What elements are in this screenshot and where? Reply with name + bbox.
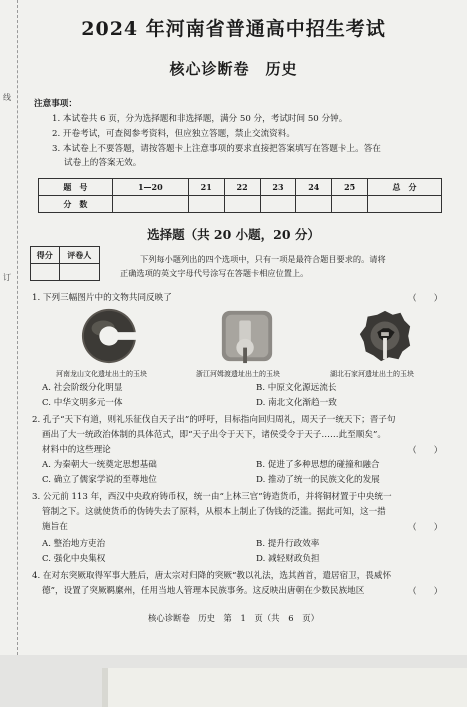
score-header-cell: 22 [224, 179, 260, 196]
notice-item: 1. 本试卷共 6 页，分为选择题和非选择题，满分 50 分，考试时间 50 分钟。 [52, 114, 348, 124]
notice-item: 试卷上的答案无效。 [64, 158, 142, 168]
score-header-cell: 25 [332, 179, 368, 196]
score-row-label: 分 数 [39, 196, 113, 213]
section-instructions: 下列每小题列出的四个选项中，只有一项是最符合题目要求的。请将 [140, 254, 386, 264]
score-header-cell: 23 [260, 179, 296, 196]
score-header-cell: 题 号 [39, 179, 113, 196]
score-cell [296, 196, 332, 213]
score-header-cell: 21 [188, 179, 224, 196]
option: B. 提升行政效率 [256, 539, 320, 549]
question-stem: 1. 下列三幅图片中的文物共同反映了 [32, 293, 172, 303]
answer-parenthesis: （ ） [408, 294, 443, 304]
score-table [38, 178, 442, 213]
score-header-cell: 24 [296, 179, 332, 196]
score-cell [368, 196, 442, 213]
exam-subtitle: 核心诊断卷 历史 [169, 60, 298, 78]
exam-title: 2024 年河南省普通高中招生考试 [81, 18, 386, 40]
question-stem: 德”，设置了突厥羁縻州，任用当地人管理本民族事务。这反映出唐朝在少数民族地区 [42, 586, 365, 596]
question-stem: 画出了大一统政治体制的具体范式，即“天子出令于天下，诸侯受令于天子……此至顺矣”。 [42, 430, 386, 440]
score-header-cell: 总 分 [368, 179, 442, 196]
option: D. 推动了统一的民族文化的发展 [256, 475, 380, 485]
binding-margin-line [17, 0, 18, 655]
notice-heading: 注意事项： [34, 99, 77, 109]
relic-caption: 河南龙山文化遗址出土的玉块 [56, 370, 147, 378]
score-cell [332, 196, 368, 213]
score-header-cell: 1—20 [112, 179, 188, 196]
question-stem: 材料中的这些理论 [42, 445, 111, 455]
option: A. 整治地方吏治 [42, 539, 106, 549]
score-cell [188, 196, 224, 213]
grader-score-cell [31, 264, 60, 281]
option: B. 促进了多种思想的碰撞和融合 [256, 460, 380, 470]
option: C. 强化中央集权 [42, 554, 106, 564]
grader-name-cell [59, 264, 100, 281]
page-footer: 核心诊断卷 历史 第 1 页（共 6 页） [148, 613, 319, 623]
option: C. 确立了儒家学说的至尊地位 [42, 475, 157, 485]
next-page-shadow [102, 668, 108, 707]
margin-mark-bind: 订 [3, 273, 11, 282]
question-stem: 3. 公元前 113 年，西汉中央政府铸币权，统一由“上林三官”铸造货币，并将铜材置于中央统一 [32, 492, 392, 502]
question-stem: 2. 孔子“天下有道，则礼乐征伐自天子出”的呼吁，目标指向回归周礼，周天子一统天下；晋子句 [32, 415, 396, 425]
score-cell [224, 196, 260, 213]
option: A. 社会阶级分化明显 [42, 383, 123, 393]
grader-table [30, 246, 100, 281]
option: D. 减轻财政负担 [256, 554, 320, 564]
notice-item: 2. 开卷考试，可查阅参考资料，但应独立答题，禁止交流资料。 [52, 129, 295, 139]
question-stem: 施旨在 [42, 522, 68, 532]
section-instructions: 正确选项的英文字母代号涂写在答题卡相应位置上。 [120, 268, 309, 278]
question-stem: 4. 在对东突厥取得军事大胜后，唐太宗对归降的突厥“教以礼法，选其酋首，遣居宿卫，畏威怀 [32, 571, 392, 581]
relic-caption: 浙江河姆渡遗址出土的玉块 [196, 370, 280, 378]
grader-score-label: 得分 [31, 247, 60, 264]
option: B. 中原文化源远流长 [256, 383, 337, 393]
relic-caption: 湖北石家河遗址出土的玉块 [330, 370, 414, 378]
answer-parenthesis: （ ） [408, 523, 443, 533]
jade-jue-shijiahe-image [356, 307, 414, 365]
question-stem: 管制之下。这就使货币的伪铸失去了原料，从根本上制止了伪钱的泛滥。据此可知，这一措 [42, 507, 386, 517]
section-title: 选择题（共 20 小题，20 分） [147, 227, 320, 242]
option: A. 为秦朝大一统奠定思想基础 [42, 460, 157, 470]
score-cell [260, 196, 296, 213]
jade-jue-longshan-image [80, 307, 138, 365]
answer-parenthesis: （ ） [408, 587, 443, 597]
option: C. 中华文明多元一体 [42, 398, 123, 408]
next-page-edge [102, 668, 467, 707]
jade-jue-hemudu-image [218, 307, 276, 365]
score-cell [112, 196, 188, 213]
grader-name-label: 评卷人 [59, 247, 100, 264]
notice-item: 3. 本试卷上不要答题，请按答题卡上注意事项的要求直接把答案填写在答题卡上。答在 [52, 144, 381, 154]
margin-mark-line: 线 [3, 93, 11, 102]
answer-parenthesis: （ ） [408, 446, 443, 456]
option: D. 南北文化渐趋一致 [256, 398, 337, 408]
